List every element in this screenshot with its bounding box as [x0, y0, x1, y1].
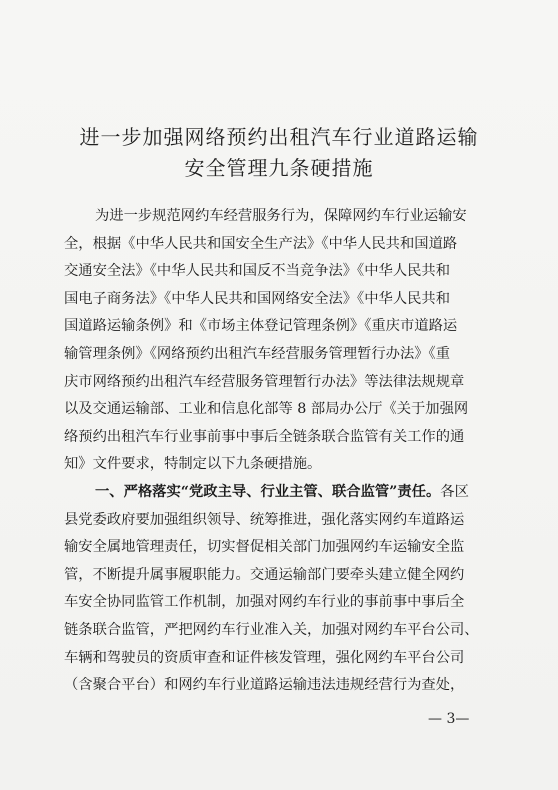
body-line: 知》文件要求，特制定以下九条硬措施。 — [64, 456, 322, 473]
body-line: 络预约出租汽车行业事前事中事后全链条联合监管有关工作的通 — [64, 428, 465, 445]
body-line: 输安全属地管理责任，切实督促相关部门加强网约车运输安全监 — [64, 539, 465, 556]
body-line: 车安全协同监管工作机制，加强对网约车行业的事前事中事后全 — [64, 594, 465, 611]
page-number: — 3— — [428, 711, 470, 727]
section-1-first-line — [64, 479, 509, 507]
section-1-heading: 一、严格落实“党政主导、行业主管、联合监管”责任。 — [95, 483, 441, 500]
body-line: 交通安全法》《中华人民共和国反不当竞争法》《中华人民共和 — [64, 263, 451, 280]
body-line: （含聚合平台）和网约车行业道路运输违法违规经营行为查处， — [64, 677, 465, 694]
body-line: 管，不断提升属事履职能力。交通运输部门要牵头建立健全网约 — [64, 566, 465, 583]
body-line: 县党委政府要加强组织领导、统筹推进，强化落实网约车道路运 — [64, 511, 465, 528]
body-line: 车辆和驾驶员的资质审查和证件核发管理，强化网约车平台公司 — [64, 649, 465, 666]
document-title-line-1: 进一步加强网络预约出租汽车行业道路运输 — [79, 125, 479, 149]
body-line: 国电子商务法》《中华人民共和国网络安全法》《中华人民共和 — [64, 290, 451, 307]
body-line: 国道路运输条例》和《市场主体登记管理条例》《重庆市道路运 — [64, 318, 458, 335]
body-line: 全，根据《中华人民共和国安全生产法》《中华人民共和国道路 — [64, 235, 458, 252]
document-body — [64, 203, 509, 700]
document-title-line-2: 安全管理九条硬措施 — [184, 156, 374, 180]
body-line: 庆市网络预约出租汽车经营服务管理暂行办法》等法律法规规章 — [64, 373, 465, 390]
body-line: 链条联合监管，严把网约车行业准入关，加强对网约车平台公司、 — [64, 621, 479, 638]
body-line: 输管理条例》《网络预约出租汽车经营服务管理暂行办法》《重 — [64, 345, 451, 362]
body-line: 以及交通运输部、工业和信息化部等 8 部局办公厅《关于加强网 — [64, 401, 469, 418]
body-line: 为进一步规范网约车经营服务行为，保障网约车行业运输安 — [95, 208, 467, 224]
section-1-text-start: 各区 — [440, 483, 469, 500]
